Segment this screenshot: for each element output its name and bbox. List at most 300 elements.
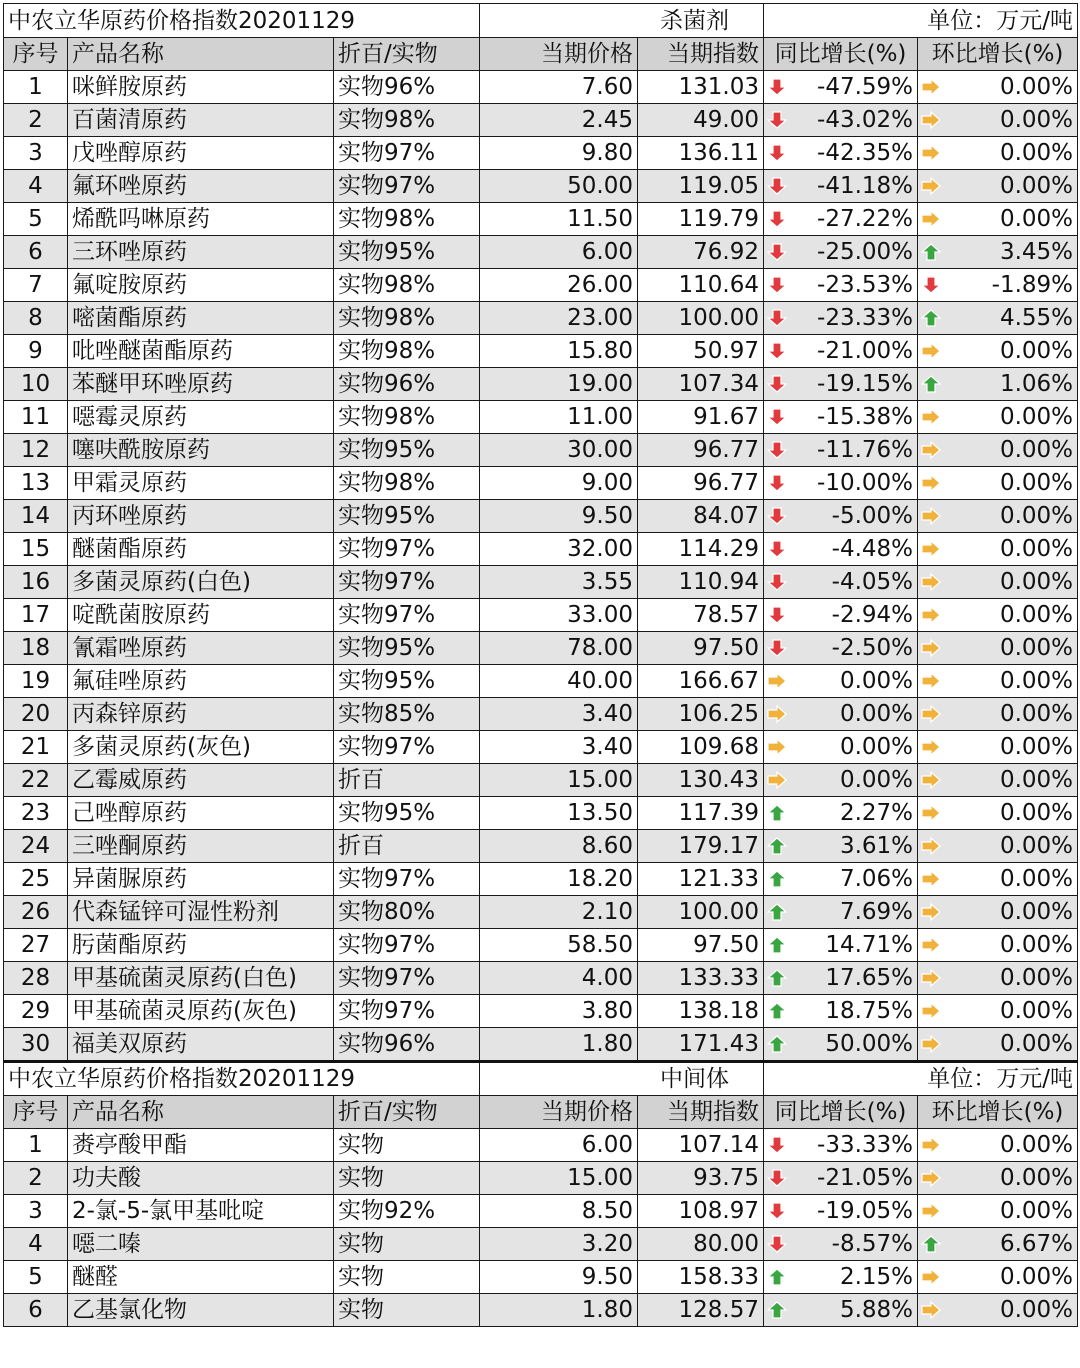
- section-category: 杀菌剂: [480, 4, 764, 38]
- cell-index: 110.64: [638, 269, 764, 302]
- cell-product-name: 多菌灵原药(白色): [68, 566, 334, 599]
- table-row: [4, 995, 1078, 1028]
- cell-spec: 实物98%: [334, 467, 480, 500]
- cell-yoy-value: -25.00%: [817, 239, 914, 265]
- cell-yoy-value: -19.15%: [817, 371, 914, 397]
- cell-price: 58.50: [480, 929, 638, 962]
- cell-spec: 实物92%: [334, 1195, 480, 1228]
- table-row: [4, 797, 1078, 830]
- cell-no: 16: [4, 566, 68, 599]
- cell-yoy-value: -47.59%: [817, 74, 914, 100]
- cell-no: 12: [4, 434, 68, 467]
- cell-index: 110.94: [638, 566, 764, 599]
- cell-product-name: 啶酰菌胺原药: [68, 599, 334, 632]
- cell-yoy: [764, 1294, 918, 1327]
- cell-mom-value: 0.00%: [999, 173, 1074, 199]
- cell-yoy: [764, 1028, 918, 1062]
- up-arrow-icon: [921, 1235, 941, 1253]
- cell-mom: [918, 467, 1078, 500]
- cell-mom-value: 0.00%: [999, 833, 1074, 859]
- cell-spec: 实物97%: [334, 533, 480, 566]
- cell-index: 179.17: [638, 830, 764, 863]
- cell-index: 100.00: [638, 896, 764, 929]
- cell-mom-value: 0.00%: [999, 1165, 1074, 1191]
- table-row: [4, 1195, 1078, 1228]
- down-arrow-icon: [767, 1235, 787, 1253]
- cell-price: 9.50: [480, 500, 638, 533]
- cell-spec: 实物: [334, 1228, 480, 1261]
- cell-price: 15.00: [480, 764, 638, 797]
- up-arrow-icon: [767, 1268, 787, 1286]
- cell-yoy: [764, 1195, 918, 1228]
- cell-mom: [918, 104, 1078, 137]
- down-arrow-icon: [767, 507, 787, 525]
- up-arrow-icon: [767, 903, 787, 921]
- cell-yoy: [764, 665, 918, 698]
- table-row: [4, 434, 1078, 467]
- cell-product-name: 百菌清原药: [68, 104, 334, 137]
- cell-yoy: [764, 71, 918, 104]
- cell-yoy: [764, 434, 918, 467]
- cell-product-name: 氟环唑原药: [68, 170, 334, 203]
- right-arrow-icon: [921, 408, 941, 426]
- cell-yoy: [764, 104, 918, 137]
- cell-product-name: 噻呋酰胺原药: [68, 434, 334, 467]
- up-arrow-icon: [921, 375, 941, 393]
- cell-spec: 实物80%: [334, 896, 480, 929]
- table-row: [4, 896, 1078, 929]
- cell-index: 50.97: [638, 335, 764, 368]
- cell-yoy-value: -23.53%: [817, 272, 914, 298]
- right-arrow-icon: [921, 111, 941, 129]
- cell-no: 5: [4, 1261, 68, 1294]
- cell-mom-value: 0.00%: [999, 965, 1074, 991]
- cell-index: 84.07: [638, 500, 764, 533]
- cell-yoy: [764, 302, 918, 335]
- down-arrow-icon: [767, 177, 787, 195]
- col-header-spec: 折百/实物: [334, 38, 480, 71]
- table-row: [4, 368, 1078, 401]
- cell-spec: 实物: [334, 1294, 480, 1327]
- cell-mom: [918, 1195, 1078, 1228]
- cell-product-name: 赉亭酸甲酯: [68, 1129, 334, 1162]
- cell-mom-value: 0.00%: [999, 701, 1074, 727]
- cell-index: 109.68: [638, 731, 764, 764]
- right-arrow-icon: [921, 573, 941, 591]
- cell-yoy: [764, 995, 918, 1028]
- right-arrow-icon: [921, 672, 941, 690]
- cell-index: 78.57: [638, 599, 764, 632]
- cell-no: 19: [4, 665, 68, 698]
- table-row: [4, 665, 1078, 698]
- cell-spec: 实物97%: [334, 170, 480, 203]
- cell-mom: [918, 500, 1078, 533]
- cell-mom-value: 0.00%: [999, 1031, 1074, 1057]
- cell-yoy: [764, 764, 918, 797]
- right-arrow-icon: [921, 903, 941, 921]
- cell-mom: [918, 1129, 1078, 1162]
- cell-index: 49.00: [638, 104, 764, 137]
- cell-price: 9.50: [480, 1261, 638, 1294]
- cell-price: 11.50: [480, 203, 638, 236]
- right-arrow-icon: [921, 771, 941, 789]
- cell-index: 166.67: [638, 665, 764, 698]
- col-header-spec: 折百/实物: [334, 1096, 480, 1129]
- cell-price: 6.00: [480, 236, 638, 269]
- cell-yoy-value: -2.50%: [831, 635, 914, 661]
- cell-yoy: [764, 203, 918, 236]
- cell-mom-value: 0.00%: [999, 74, 1074, 100]
- cell-index: 100.00: [638, 302, 764, 335]
- table-row: [4, 170, 1078, 203]
- cell-yoy: [764, 269, 918, 302]
- right-arrow-icon: [921, 804, 941, 822]
- cell-no: 20: [4, 698, 68, 731]
- cell-no: 8: [4, 302, 68, 335]
- cell-no: 28: [4, 962, 68, 995]
- cell-yoy: [764, 599, 918, 632]
- cell-index: 128.57: [638, 1294, 764, 1327]
- cell-yoy-value: 0.00%: [839, 767, 914, 793]
- section-unit: 单位：万元/吨: [764, 1062, 1078, 1096]
- table-row: [4, 137, 1078, 170]
- cell-product-name: 嘧菌酯原药: [68, 302, 334, 335]
- table-row: [4, 302, 1078, 335]
- cell-product-name: 三环唑原药: [68, 236, 334, 269]
- cell-mom-value: 0.00%: [999, 932, 1074, 958]
- cell-mom: [918, 665, 1078, 698]
- cell-price: 78.00: [480, 632, 638, 665]
- right-arrow-icon: [921, 606, 941, 624]
- cell-mom-value: 0.00%: [999, 536, 1074, 562]
- cell-spec: 实物97%: [334, 137, 480, 170]
- cell-mom: [918, 434, 1078, 467]
- cell-yoy-value: 3.61%: [839, 833, 914, 859]
- right-arrow-icon: [921, 507, 941, 525]
- cell-index: 138.18: [638, 995, 764, 1028]
- down-arrow-icon: [767, 441, 787, 459]
- cell-yoy-value: 14.71%: [825, 932, 914, 958]
- cell-mom: [918, 830, 1078, 863]
- right-arrow-icon: [767, 771, 787, 789]
- cell-no: 26: [4, 896, 68, 929]
- down-arrow-icon: [767, 606, 787, 624]
- right-arrow-icon: [921, 474, 941, 492]
- cell-price: 3.40: [480, 731, 638, 764]
- cell-price: 11.00: [480, 401, 638, 434]
- right-arrow-icon: [921, 210, 941, 228]
- cell-spec: 实物95%: [334, 434, 480, 467]
- col-header-name: 产品名称: [68, 38, 334, 71]
- cell-mom-value: 0.00%: [999, 206, 1074, 232]
- cell-no: 21: [4, 731, 68, 764]
- cell-price: 13.50: [480, 797, 638, 830]
- right-arrow-icon: [921, 1136, 941, 1154]
- cell-spec: 实物: [334, 1129, 480, 1162]
- cell-yoy: [764, 368, 918, 401]
- cell-price: 23.00: [480, 302, 638, 335]
- right-arrow-icon: [921, 870, 941, 888]
- cell-price: 50.00: [480, 170, 638, 203]
- cell-yoy-value: 7.69%: [839, 899, 914, 925]
- cell-mom: [918, 1261, 1078, 1294]
- cell-mom-value: 0.00%: [999, 998, 1074, 1024]
- cell-index: 158.33: [638, 1261, 764, 1294]
- cell-yoy-value: -23.33%: [817, 305, 914, 331]
- cell-no: 24: [4, 830, 68, 863]
- cell-no: 3: [4, 1195, 68, 1228]
- cell-spec: 实物: [334, 1261, 480, 1294]
- down-arrow-icon: [767, 1202, 787, 1220]
- cell-mom-value: 0.00%: [999, 800, 1074, 826]
- section-title-row: [4, 4, 1078, 38]
- cell-yoy-value: 5.88%: [839, 1297, 914, 1323]
- right-arrow-icon: [921, 837, 941, 855]
- cell-mom: [918, 236, 1078, 269]
- cell-product-name: 氰霜唑原药: [68, 632, 334, 665]
- cell-no: 4: [4, 170, 68, 203]
- cell-no: 14: [4, 500, 68, 533]
- table-row: [4, 467, 1078, 500]
- right-arrow-icon: [921, 969, 941, 987]
- table-row: [4, 533, 1078, 566]
- down-arrow-icon: [767, 342, 787, 360]
- cell-product-name: 2-氯-5-氯甲基吡啶: [68, 1195, 334, 1228]
- cell-spec: 实物96%: [334, 1028, 480, 1062]
- table-row: [4, 500, 1078, 533]
- cell-yoy-value: 2.27%: [839, 800, 914, 826]
- cell-mom-value: 0.00%: [999, 107, 1074, 133]
- cell-index: 76.92: [638, 236, 764, 269]
- cell-product-name: 醚菌酯原药: [68, 533, 334, 566]
- col-header-name: 产品名称: [68, 1096, 334, 1129]
- table-row: [4, 599, 1078, 632]
- cell-mom: [918, 632, 1078, 665]
- cell-no: 23: [4, 797, 68, 830]
- up-arrow-icon: [921, 309, 941, 327]
- cell-index: 93.75: [638, 1162, 764, 1195]
- cell-spec: 实物85%: [334, 698, 480, 731]
- cell-mom: [918, 71, 1078, 104]
- cell-spec: 实物98%: [334, 302, 480, 335]
- table-row: [4, 1129, 1078, 1162]
- cell-yoy-value: -4.48%: [831, 536, 914, 562]
- cell-price: 2.45: [480, 104, 638, 137]
- cell-product-name: 吡唑醚菌酯原药: [68, 335, 334, 368]
- cell-index: 106.25: [638, 698, 764, 731]
- cell-price: 3.80: [480, 995, 638, 1028]
- cell-price: 7.60: [480, 71, 638, 104]
- cell-no: 25: [4, 863, 68, 896]
- cell-price: 4.00: [480, 962, 638, 995]
- table-row: [4, 1294, 1078, 1327]
- section-title: 中农立华原药价格指数20201129: [4, 1062, 480, 1096]
- cell-spec: 实物97%: [334, 566, 480, 599]
- cell-spec: 折百: [334, 764, 480, 797]
- cell-index: 114.29: [638, 533, 764, 566]
- up-arrow-icon: [767, 1002, 787, 1020]
- up-arrow-icon: [921, 243, 941, 261]
- section-title-row: [4, 1062, 1078, 1096]
- cell-yoy-value: -41.18%: [817, 173, 914, 199]
- cell-price: 3.55: [480, 566, 638, 599]
- cell-mom: [918, 797, 1078, 830]
- table-row: [4, 632, 1078, 665]
- up-arrow-icon: [767, 804, 787, 822]
- table-row: [4, 1028, 1078, 1062]
- cell-spec: 实物95%: [334, 632, 480, 665]
- cell-mom: [918, 599, 1078, 632]
- cell-yoy: [764, 731, 918, 764]
- cell-spec: 实物96%: [334, 368, 480, 401]
- cell-index: 171.43: [638, 1028, 764, 1062]
- cell-yoy-value: -15.38%: [817, 404, 914, 430]
- cell-spec: 实物97%: [334, 863, 480, 896]
- cell-mom: [918, 1294, 1078, 1327]
- cell-price: 6.00: [480, 1129, 638, 1162]
- cell-price: 1.80: [480, 1294, 638, 1327]
- cell-spec: 实物: [334, 1162, 480, 1195]
- price-index-sheet: [3, 3, 1077, 1327]
- cell-spec: 实物95%: [334, 665, 480, 698]
- cell-mom-value: 0.00%: [999, 569, 1074, 595]
- cell-index: 107.14: [638, 1129, 764, 1162]
- cell-yoy: [764, 533, 918, 566]
- down-arrow-icon: [767, 474, 787, 492]
- cell-yoy: [764, 1129, 918, 1162]
- table-row: [4, 962, 1078, 995]
- cell-yoy: [764, 137, 918, 170]
- cell-price: 9.00: [480, 467, 638, 500]
- cell-mom-value: 0.00%: [999, 1132, 1074, 1158]
- cell-yoy-value: -21.00%: [817, 338, 914, 364]
- cell-no: 6: [4, 1294, 68, 1327]
- cell-product-name: 丙森锌原药: [68, 698, 334, 731]
- cell-index: 133.33: [638, 962, 764, 995]
- cell-mom-value: 0.00%: [999, 866, 1074, 892]
- col-header-yoy: 同比增长(%): [764, 1096, 918, 1129]
- cell-mom-value: 3.45%: [999, 239, 1074, 265]
- right-arrow-icon: [921, 639, 941, 657]
- table-row: [4, 830, 1078, 863]
- down-arrow-icon: [921, 276, 941, 294]
- cell-mom-value: 6.67%: [999, 1231, 1074, 1257]
- section-category: 中间体: [480, 1062, 764, 1096]
- cell-yoy-value: -21.05%: [817, 1165, 914, 1191]
- down-arrow-icon: [767, 375, 787, 393]
- cell-yoy-value: -33.33%: [817, 1132, 914, 1158]
- cell-mom-value: 0.00%: [999, 437, 1074, 463]
- cell-yoy: [764, 929, 918, 962]
- cell-spec: 折百: [334, 830, 480, 863]
- cell-index: 117.39: [638, 797, 764, 830]
- section-title: 中农立华原药价格指数20201129: [4, 4, 480, 38]
- cell-yoy: [764, 467, 918, 500]
- right-arrow-icon: [767, 672, 787, 690]
- down-arrow-icon: [767, 243, 787, 261]
- cell-index: 96.77: [638, 467, 764, 500]
- cell-mom: [918, 401, 1078, 434]
- cell-index: 119.05: [638, 170, 764, 203]
- table-row: [4, 71, 1078, 104]
- cell-spec: 实物98%: [334, 401, 480, 434]
- cell-mom: [918, 764, 1078, 797]
- cell-yoy: [764, 170, 918, 203]
- cell-no: 7: [4, 269, 68, 302]
- cell-yoy: [764, 1261, 918, 1294]
- down-arrow-icon: [767, 210, 787, 228]
- cell-yoy-value: -42.35%: [817, 140, 914, 166]
- cell-yoy-value: 0.00%: [839, 701, 914, 727]
- cell-price: 15.00: [480, 1162, 638, 1195]
- down-arrow-icon: [767, 276, 787, 294]
- cell-product-name: 乙基氯化物: [68, 1294, 334, 1327]
- up-arrow-icon: [767, 837, 787, 855]
- column-header-row: [4, 1096, 1078, 1129]
- cell-index: 136.11: [638, 137, 764, 170]
- cell-yoy: [764, 335, 918, 368]
- cell-yoy-value: -43.02%: [817, 107, 914, 133]
- cell-mom-value: 0.00%: [999, 470, 1074, 496]
- cell-mom-value: 0.00%: [999, 668, 1074, 694]
- down-arrow-icon: [767, 540, 787, 558]
- cell-spec: 实物98%: [334, 269, 480, 302]
- cell-yoy-value: -11.76%: [817, 437, 914, 463]
- cell-price: 1.80: [480, 1028, 638, 1062]
- cell-index: 96.77: [638, 434, 764, 467]
- cell-mom-value: 0.00%: [999, 1264, 1074, 1290]
- cell-price: 3.20: [480, 1228, 638, 1261]
- cell-spec: 实物98%: [334, 203, 480, 236]
- right-arrow-icon: [921, 738, 941, 756]
- cell-yoy-value: 7.06%: [839, 866, 914, 892]
- cell-mom: [918, 302, 1078, 335]
- cell-product-name: 烯酰吗啉原药: [68, 203, 334, 236]
- col-header-index: 当期指数: [638, 1096, 764, 1129]
- right-arrow-icon: [921, 144, 941, 162]
- section-unit: 单位：万元/吨: [764, 4, 1078, 38]
- cell-yoy-value: 2.15%: [839, 1264, 914, 1290]
- cell-price: 19.00: [480, 368, 638, 401]
- cell-index: 80.00: [638, 1228, 764, 1261]
- cell-price: 33.00: [480, 599, 638, 632]
- cell-no: 30: [4, 1028, 68, 1062]
- cell-mom: [918, 863, 1078, 896]
- cell-index: 107.34: [638, 368, 764, 401]
- right-arrow-icon: [767, 738, 787, 756]
- cell-yoy: [764, 797, 918, 830]
- col-header-index: 当期指数: [638, 38, 764, 71]
- table-row: [4, 335, 1078, 368]
- up-arrow-icon: [767, 969, 787, 987]
- cell-product-name: 氟硅唑原药: [68, 665, 334, 698]
- cell-yoy: [764, 896, 918, 929]
- right-arrow-icon: [921, 78, 941, 96]
- table-row: [4, 1162, 1078, 1195]
- cell-no: 1: [4, 71, 68, 104]
- cell-mom: [918, 566, 1078, 599]
- table-row: [4, 1261, 1078, 1294]
- cell-index: 131.03: [638, 71, 764, 104]
- cell-mom-value: 1.06%: [999, 371, 1074, 397]
- cell-product-name: 醚醛: [68, 1261, 334, 1294]
- cell-price: 30.00: [480, 434, 638, 467]
- cell-product-name: 噁霉灵原药: [68, 401, 334, 434]
- cell-product-name: 功夫酸: [68, 1162, 334, 1195]
- col-header-price: 当期价格: [480, 1096, 638, 1129]
- cell-no: 3: [4, 137, 68, 170]
- cell-product-name: 噁二嗪: [68, 1228, 334, 1261]
